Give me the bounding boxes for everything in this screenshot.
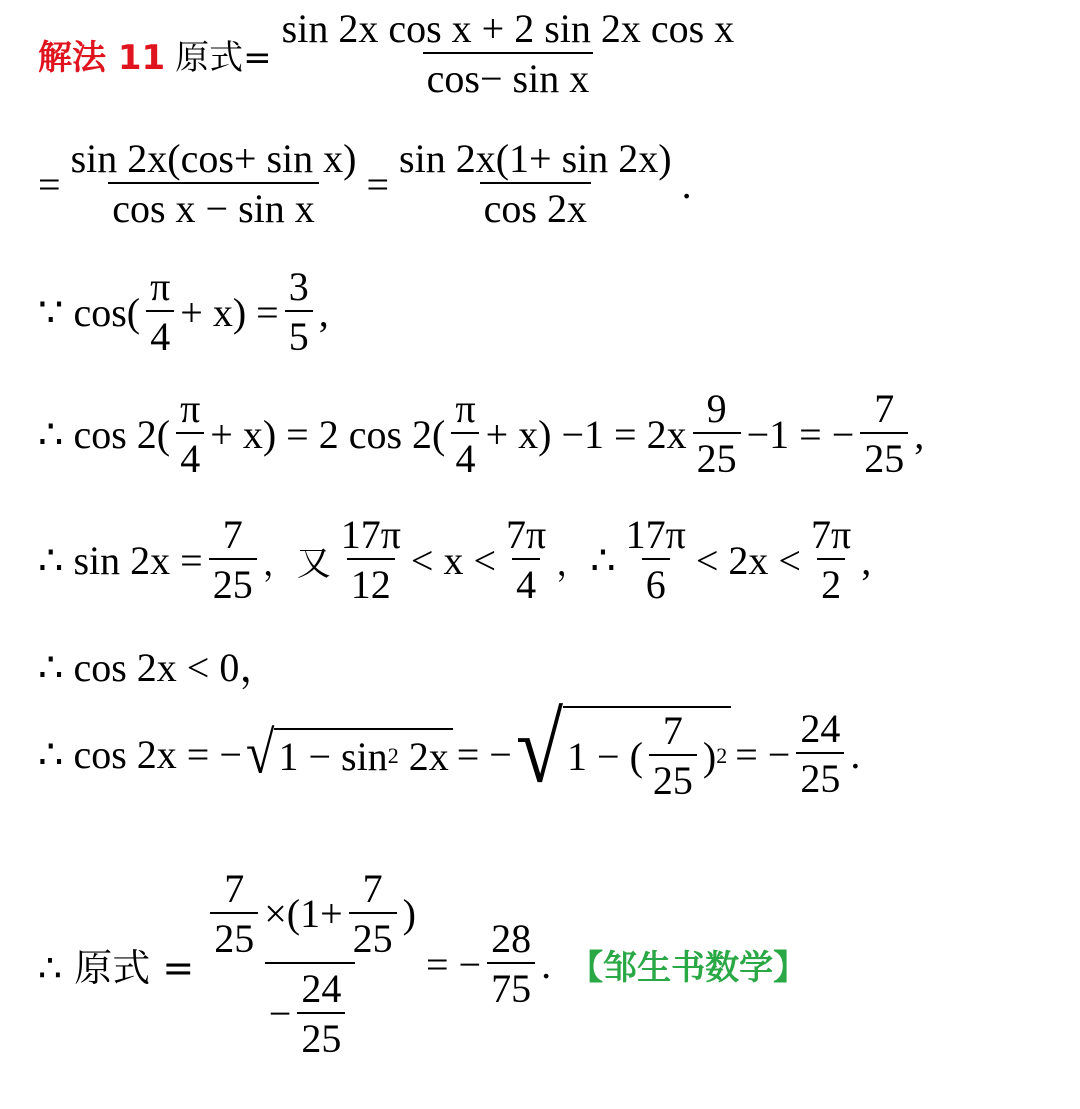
line8-end: . [541, 941, 552, 987]
line8-7-25-b [349, 868, 397, 960]
line8-close: ) [402, 891, 416, 936]
line4-nine-25 [693, 388, 741, 480]
line5-b-den: 4 [512, 558, 540, 606]
line4-mid1: + x) = 2 cos 2( [210, 411, 446, 457]
line2-fraction-2 [395, 138, 676, 230]
line4-pi2: π [455, 386, 476, 431]
line4-four2: 4 [451, 432, 479, 480]
line8-f: 25 [297, 1012, 345, 1060]
line5-7pi-2 [807, 514, 855, 606]
line3-mid: + x) = [180, 289, 279, 335]
line-8 [38, 868, 807, 1060]
line-1 [38, 8, 744, 100]
line4-end: , [914, 411, 925, 457]
line3-pi: π [150, 264, 171, 309]
line8-n28: 28 [491, 916, 532, 961]
line-7 [38, 693, 861, 804]
line7-sqrt-2 [515, 693, 731, 804]
line5-end: , [861, 537, 872, 583]
line4-seven-25 [860, 388, 908, 480]
line7-root1b: 2x [408, 733, 449, 779]
line7-sq: 2 [387, 743, 399, 768]
line4-mid3: −1 = − [746, 411, 855, 457]
line7-root1: 1 − sin [278, 733, 388, 779]
line7-eq2: = − [735, 731, 791, 777]
line4-n7: 7 [874, 386, 895, 431]
line5-a-den: 12 [347, 558, 395, 606]
line1-denominator: cos− sin x [423, 52, 594, 100]
line4-d25: 25 [693, 432, 741, 480]
line4-pi-over-4-b [451, 388, 479, 480]
line8-big-denominator [265, 962, 356, 1060]
line3-n: 3 [288, 264, 309, 309]
line3-pi-over-4 [146, 266, 174, 358]
line1-fraction [278, 8, 739, 100]
line7-radicand-2 [563, 706, 731, 802]
line1-numerator: sin 2x cos x + 2 sin 2x cos x [281, 6, 735, 51]
line5-seven-25 [209, 514, 257, 606]
line7-seven-25 [649, 710, 697, 802]
solution-label: 解法 11 [38, 37, 166, 78]
line8-7-25-a [210, 868, 258, 960]
line3-pre: ∵ cos( [38, 289, 141, 335]
line7-sq2: 2 [716, 743, 728, 768]
line5-b-num: 7π [506, 512, 547, 557]
line5-c-num: 17π [625, 512, 686, 557]
line-3 [38, 266, 329, 358]
line3-four: 4 [146, 310, 174, 358]
line7-pre: ∴ cos 2x = − [38, 731, 242, 777]
line7-24-25 [796, 708, 844, 800]
line5-so: ∴ [590, 537, 616, 583]
radical-icon: √ [245, 720, 275, 787]
line8-a: 7 [224, 866, 245, 911]
line8-e: 24 [301, 966, 342, 1011]
line7-root2a: 1 − ( [567, 733, 643, 779]
line2-fraction-1 [67, 138, 361, 230]
line6-text: ∴ cos 2x < 0， [38, 645, 280, 690]
brand-watermark: 【邹生书数学】 [569, 947, 808, 988]
line8-28-75 [487, 918, 535, 1010]
line4-d25b: 25 [860, 432, 908, 480]
line8-d: 25 [349, 912, 397, 960]
line5-comma1: ， [262, 543, 297, 584]
line2-f2-denominator: cos 2x [480, 182, 591, 230]
line5-17pi-6 [622, 514, 690, 606]
line8-big-numerator [200, 868, 420, 962]
line-4 [38, 388, 924, 480]
line5-a-num: 17π [340, 512, 401, 557]
line5-mid: < x < [410, 537, 497, 583]
line5-d-num: 7π [811, 512, 852, 557]
line3-three-fifths [285, 266, 313, 358]
line7-d25: 25 [649, 754, 697, 802]
line2-f1-denominator: cos x − sin x [108, 182, 319, 230]
line-6 [38, 636, 279, 693]
line5-n7: 7 [222, 512, 243, 557]
line7-eq: = − [456, 731, 512, 777]
line5-7pi-4 [502, 514, 550, 606]
line4-four: 4 [176, 432, 204, 480]
line8-24-25 [297, 968, 345, 1060]
line8-pre: ∴ 原式 = [38, 945, 195, 990]
line8-eq: = − [425, 941, 482, 987]
line7-end: . [850, 731, 861, 777]
line2-eq2: = [366, 161, 390, 207]
line5-d25: 25 [209, 558, 257, 606]
line2-end: . [681, 161, 692, 207]
line7-d25b: 25 [796, 752, 844, 800]
line-2 [38, 138, 692, 230]
line1-lhs: 原式= [175, 37, 272, 78]
line3-d: 5 [285, 310, 313, 358]
line5-you: 又 [296, 543, 331, 584]
line8-big-fraction [200, 868, 420, 1060]
line5-pre: ∴ sin 2x = [38, 537, 203, 583]
radical-icon: √ [515, 693, 564, 804]
line8-c: 7 [362, 866, 383, 911]
line3-end: , [318, 289, 329, 335]
line2-f1-numerator: sin 2x(cos+ sin x) [70, 136, 357, 181]
line4-n9: 9 [706, 386, 727, 431]
line4-pi-over-4-a [176, 388, 204, 480]
line7-sqrt-1 [245, 720, 453, 787]
line5-c-den: 6 [642, 558, 670, 606]
line8-minus: − [268, 991, 292, 1036]
line-5 [38, 514, 871, 606]
line5-comma2: ， [556, 543, 591, 584]
line8-d75: 75 [487, 962, 535, 1010]
line5-d-den: 2 [817, 558, 845, 606]
line7-n24: 24 [800, 706, 841, 751]
line7-root2b: ) [702, 733, 717, 779]
line2-f2-numerator: sin 2x(1+ sin 2x) [399, 136, 672, 181]
line8-b: 25 [210, 912, 258, 960]
line4-mid2: + x) −1 = 2x [485, 411, 687, 457]
line5-17pi-12 [337, 514, 405, 606]
line4-pi: π [180, 386, 201, 431]
line8-times: ×(1+ [264, 891, 343, 936]
line7-radicand-1 [274, 728, 452, 780]
line5-mid2: < 2x < [695, 537, 801, 583]
line2-eq: = [38, 161, 61, 207]
line4-pre: ∴ cos 2( [38, 411, 171, 457]
line7-n7: 7 [662, 708, 683, 753]
